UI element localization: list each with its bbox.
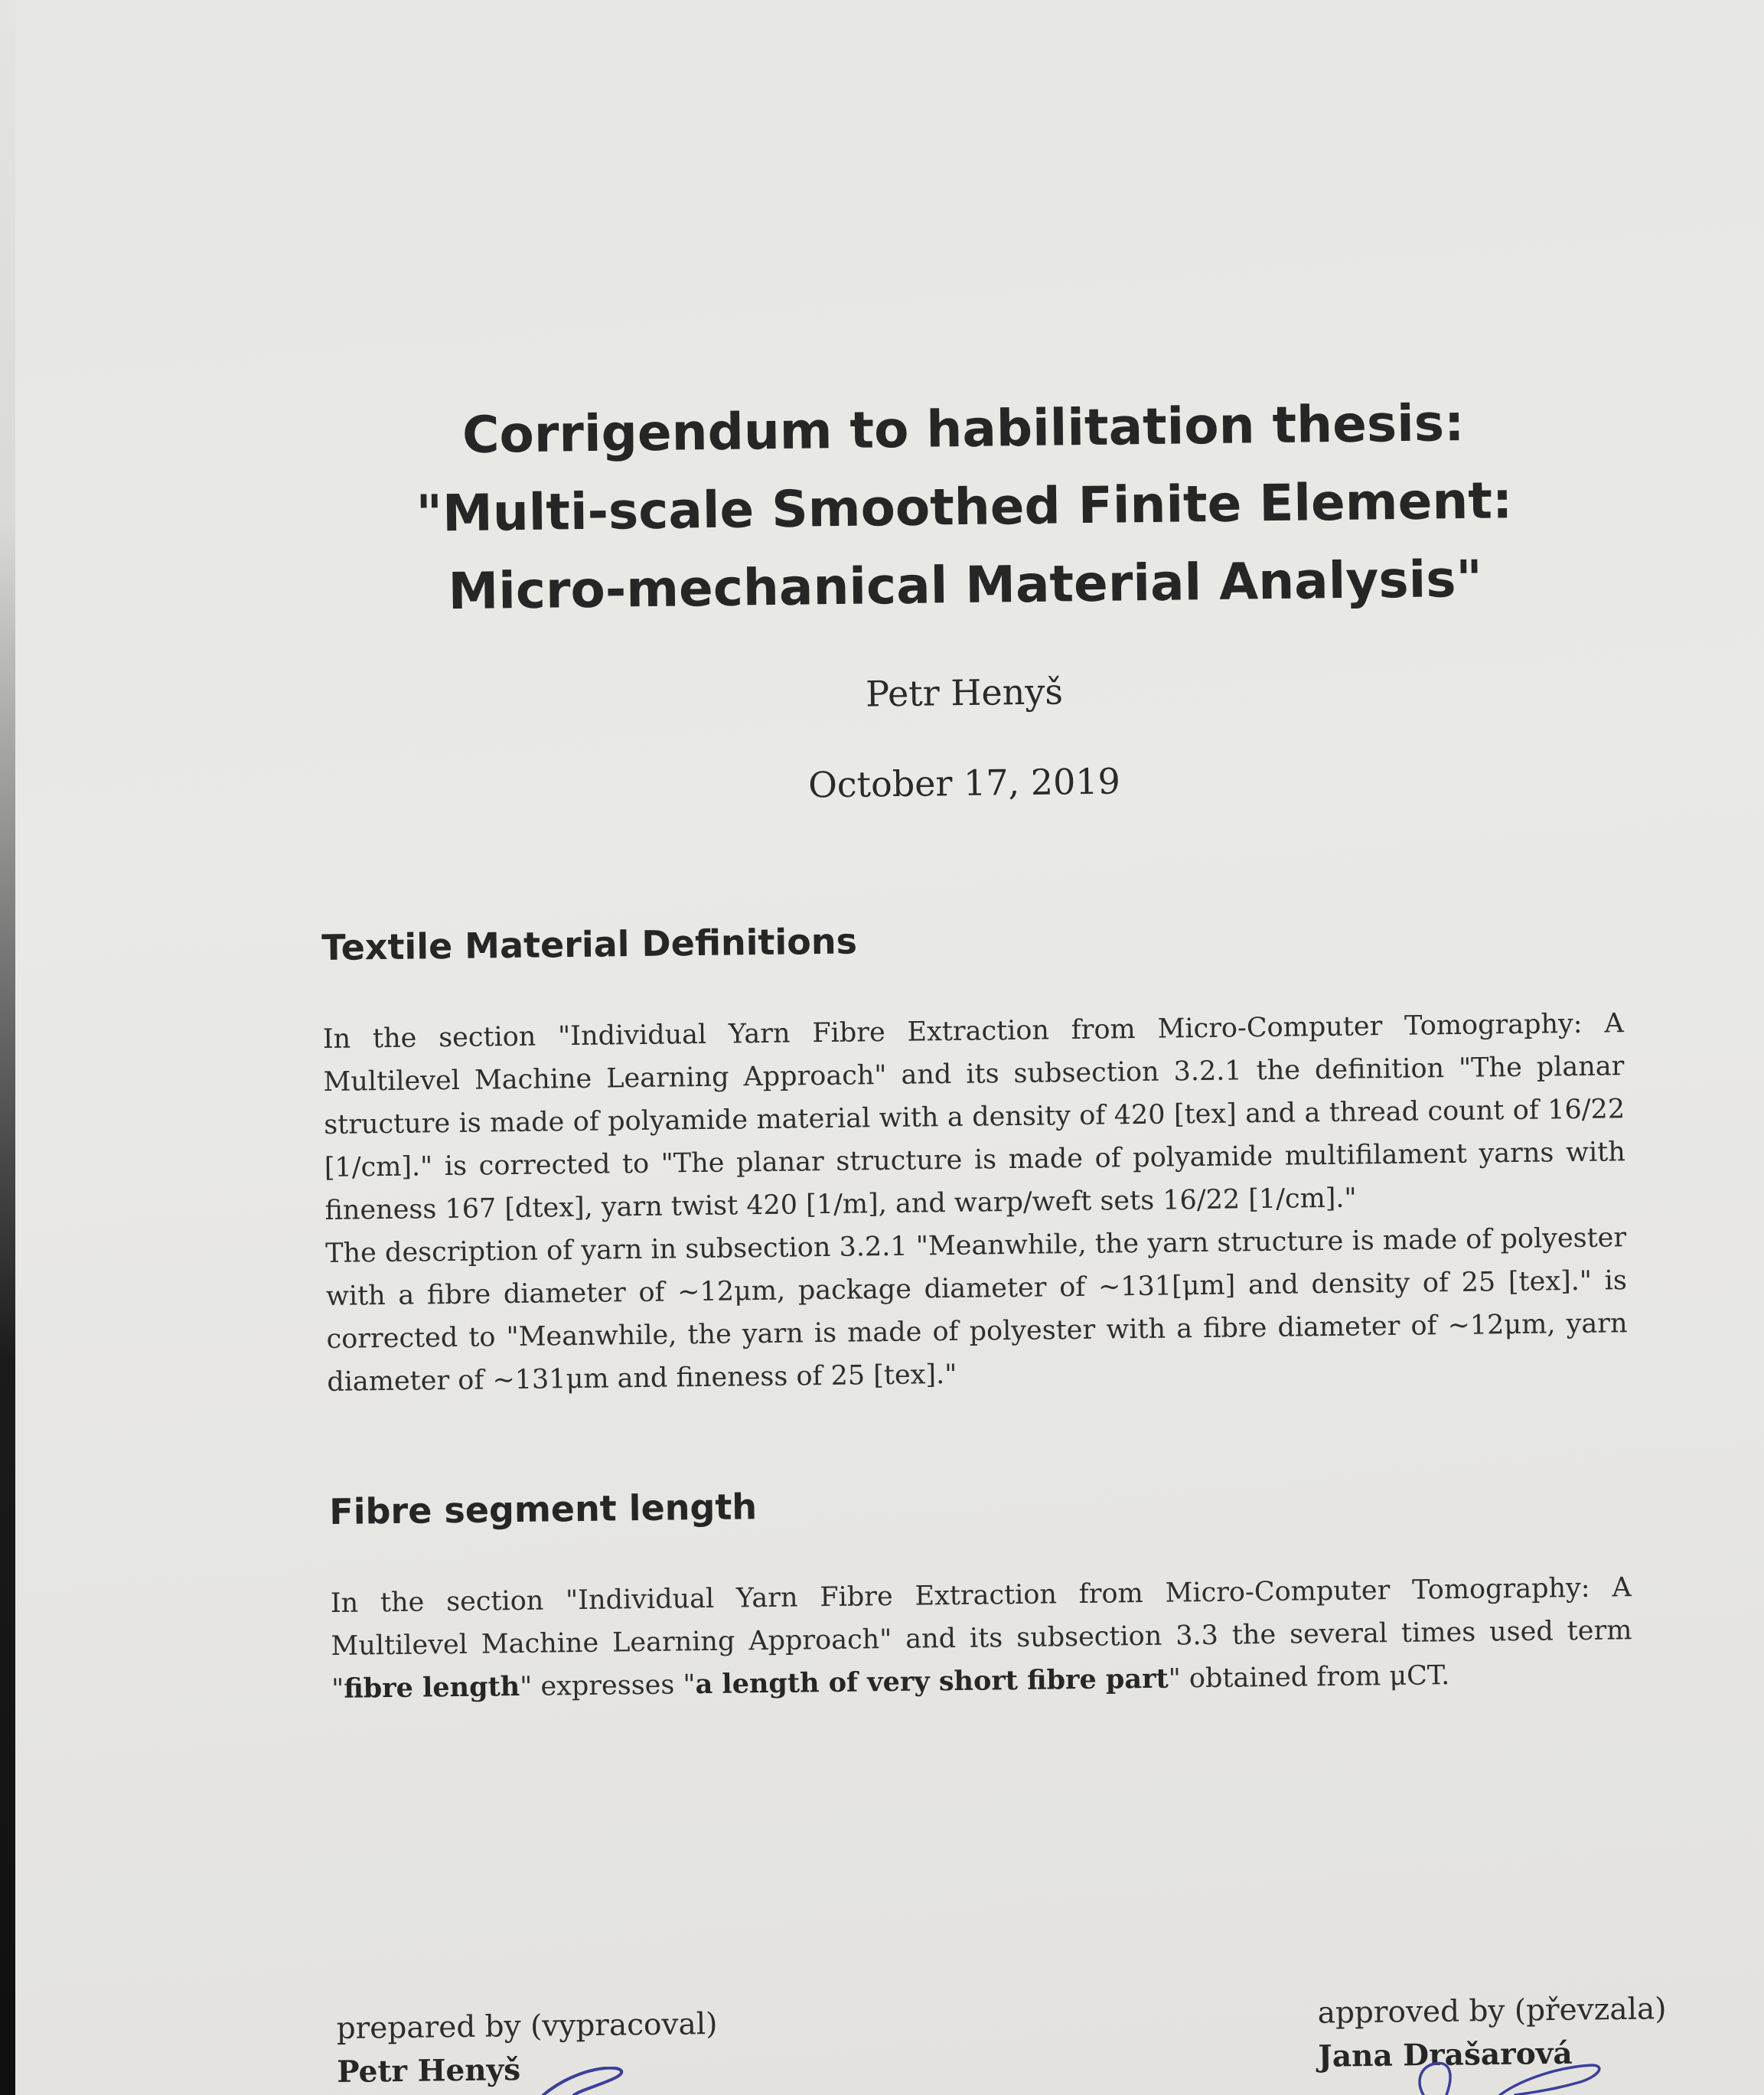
section-fibre-segment-length xyxy=(329,1473,1632,1711)
prepared-by-name: Petr Henyš xyxy=(337,2052,521,2090)
bold-term-fibre-length: fibre length xyxy=(344,1670,520,1705)
title-line-3: Micro-mechanical Material Analysis" xyxy=(448,549,1483,622)
paragraph-text-after: " obtained from μCT. xyxy=(1168,1660,1450,1695)
paragraph-text-middle: " expresses " xyxy=(519,1669,696,1702)
author-name: Petr Henyš xyxy=(865,671,1064,715)
title-line-2: "Multi-scale Smoothed Finite Element: xyxy=(416,471,1513,543)
document-title xyxy=(289,382,1639,632)
title-line-1: Corrigendum to habilitation thesis: xyxy=(461,393,1465,465)
approved-by-name: Jana Drašarová xyxy=(1318,2035,1573,2074)
section-paragraph xyxy=(330,1566,1632,1711)
page-left-edge-shadow xyxy=(0,0,15,2095)
paragraph-text-before: In the section "Individual Yarn Fibre Extraction from Micro-Computer Tomography: A Multilevel Machine Learning Approach" and its subsection 3.3 the several times used term " xyxy=(330,1572,1632,1705)
section-textile-material-definitions xyxy=(321,909,1629,1404)
prepared-by-block xyxy=(336,2003,718,2093)
section-paragraph-2: The description of yarn in subsection 3.2.1 "Meanwhile, the yarn structure is made of polyester with a fibre diameter of ~12μm, package diameter of ~131[μm] and density of 25 [tex]." is corrected to "Meanwhile, the yarn is made of polyester with a fibre diameter of ~12μm, yarn diameter of ~131μm and fineness of 25 [tex]." xyxy=(325,1222,1628,1398)
prepared-by-label: prepared by (vypracoval) xyxy=(336,2006,718,2047)
document-date: October 17, 2019 xyxy=(807,760,1121,806)
section-heading: Fibre segment length xyxy=(329,1486,758,1532)
approved-by-label: approved by (převzala) xyxy=(1317,1992,1667,2031)
bold-term-short-fibre-part: a length of very short fibre part xyxy=(695,1663,1169,1701)
section-heading: Textile Material Definitions xyxy=(321,920,858,968)
section-paragraph-1: In the section "Individual Yarn Fibre Extraction from Micro-Computer Tomography: A Multilevel Machine Learning Approach" and its subsection 3.2.1 the definition "The planar structure is made of polyamide material with a density of 420 [tex] and a thread count of 16/22 [1/cm]." is corrected to "The planar structure is made of polyamide multifilament yarns with fineness 167 [dtex], yarn twist 420 [1/m], and warp/weft sets 16/22 [1/cm]." xyxy=(322,1008,1626,1226)
handwritten-signature-left xyxy=(536,2067,635,2095)
handwritten-signature-right xyxy=(1408,2059,1607,2095)
